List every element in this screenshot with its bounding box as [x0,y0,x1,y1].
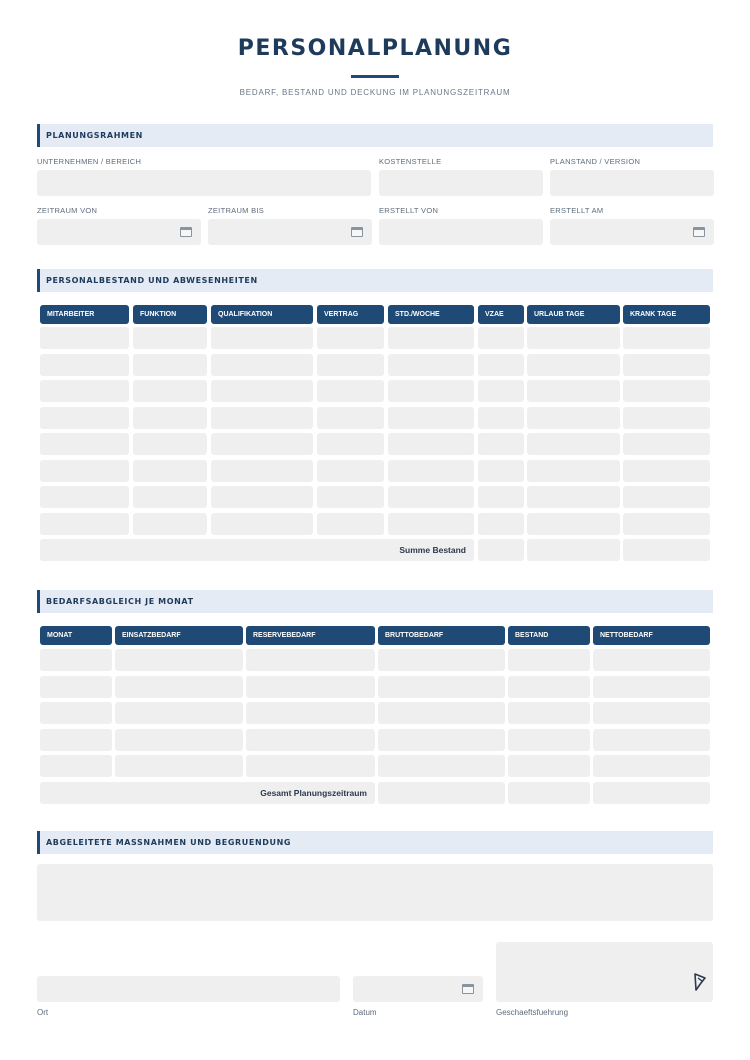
bestand-cell[interactable] [388,433,474,455]
label-erstellt-am: ERSTELLT AM [550,206,604,215]
bedarf-total-cell[interactable] [593,782,710,804]
bestand-cell[interactable] [40,460,129,482]
bedarf-cell[interactable] [246,702,375,724]
bedarf-cell[interactable] [40,702,112,724]
bedarf-header-3: BRUTTOBEDARF [378,626,505,645]
section-heading-massnahmen: ABGELEITETE MASSNAHMEN UND BEGRUENDUNG [37,831,713,854]
bedarf-header-4: BESTAND [508,626,590,645]
planstand-field[interactable] [550,170,714,196]
bestand-cell[interactable] [40,433,129,455]
bestand-total-cell[interactable] [623,539,710,561]
bedarf-cell[interactable] [593,755,710,777]
bestand-header-4: STD./WOCHE [388,305,474,324]
geschaeftsfuehrung-label: Geschaeftsfuehrung [496,1008,569,1017]
label-planstand: PLANSTAND / VERSION [550,157,641,166]
bestand-cell[interactable] [133,460,207,482]
bestand-cell[interactable] [133,354,207,376]
bestand-cell[interactable] [388,380,474,402]
bestand-cell[interactable] [40,354,129,376]
pen-icon [693,972,707,992]
bestand-cell[interactable] [388,513,474,535]
bestand-cell[interactable] [623,380,710,402]
bestand-cell[interactable] [388,407,474,429]
bedarf-cell[interactable] [40,729,112,751]
calendar-icon[interactable] [462,984,474,994]
bedarf-cell[interactable] [246,649,375,671]
bestand-cell[interactable] [527,380,620,402]
bestand-cell[interactable] [133,486,207,508]
erstellt-am-field[interactable] [550,219,714,245]
bestand-cell[interactable] [623,460,710,482]
bestand-cell[interactable] [478,354,524,376]
bestand-cell[interactable] [317,460,384,482]
bedarf-cell[interactable] [115,702,243,724]
calendar-icon[interactable] [180,227,192,237]
bedarf-cell[interactable] [378,755,505,777]
bestand-cell[interactable] [317,380,384,402]
bestand-cell[interactable] [133,407,207,429]
bedarf-cell[interactable] [508,702,590,724]
bestand-header-6: URLAUB TAGE [527,305,620,324]
bedarf-cell[interactable] [246,676,375,698]
bedarf-cell[interactable] [246,729,375,751]
bestand-cell[interactable] [211,486,313,508]
bedarf-cell[interactable] [378,729,505,751]
bestand-cell[interactable] [211,380,313,402]
bestand-cell[interactable] [623,433,710,455]
bedarf-cell[interactable] [115,676,243,698]
bedarf-cell[interactable] [378,676,505,698]
bestand-cell[interactable] [623,407,710,429]
label-erstellt-von: ERSTELLT VON [379,206,439,215]
bestand-cell[interactable] [317,407,384,429]
bestand-header-0: MITARBEITER [40,305,129,324]
bestand-cell[interactable] [388,327,474,349]
bestand-cell[interactable] [317,433,384,455]
datum-field[interactable] [353,976,483,1002]
bestand-cell[interactable] [527,513,620,535]
bestand-header-7: KRANK TAGE [623,305,710,324]
bedarf-cell[interactable] [593,676,710,698]
ort-label: Ort [37,1008,49,1017]
bedarf-cell[interactable] [508,649,590,671]
massnahmen-textarea[interactable] [37,864,713,921]
bedarf-cell[interactable] [40,649,112,671]
bestand-cell[interactable] [317,354,384,376]
label-unternehmen: UNTERNEHMEN / BEREICH [37,157,142,166]
bestand-cell[interactable] [623,354,710,376]
bestand-cell[interactable] [388,486,474,508]
bestand-cell[interactable] [527,486,620,508]
bestand-cell[interactable] [527,407,620,429]
bestand-cell[interactable] [623,486,710,508]
bestand-total-label: Summe Bestand [40,539,474,561]
bestand-total-cell[interactable] [478,539,524,561]
bestand-cell[interactable] [478,380,524,402]
bestand-cell[interactable] [211,327,313,349]
bestand-cell[interactable] [317,486,384,508]
zeitraum-von-field[interactable] [37,219,201,245]
bedarf-cell[interactable] [508,755,590,777]
bestand-cell[interactable] [478,460,524,482]
bestand-cell[interactable] [317,327,384,349]
section-heading-bedarf: BEDARFSABGLEICH JE MONAT [37,590,713,613]
label-kostenstelle: KOSTENSTELLE [379,157,442,166]
bestand-cell[interactable] [478,513,524,535]
bedarf-cell[interactable] [40,676,112,698]
kostenstelle-field[interactable] [379,170,543,196]
bestand-header-5: VZAE [478,305,524,324]
bestand-total-cell[interactable] [527,539,620,561]
title-underline [351,75,399,78]
bedarf-cell[interactable] [508,729,590,751]
bestand-cell[interactable] [40,327,129,349]
page-title: PERSONALPLANUNG [237,36,513,61]
bestand-header-2: QUALIFIKATION [211,305,313,324]
page-subtitle: BEDARF, BESTAND UND DECKUNG IM PLANUNGSZEITRAUM [239,88,511,97]
bestand-cell[interactable] [623,327,710,349]
bedarf-cell[interactable] [115,729,243,751]
bestand-cell[interactable] [211,513,313,535]
bestand-cell[interactable] [317,513,384,535]
bedarf-total-label: Gesamt Planungszeitraum [40,782,375,804]
calendar-icon[interactable] [693,227,705,237]
bestand-cell[interactable] [527,460,620,482]
bestand-cell[interactable] [211,407,313,429]
bestand-cell[interactable] [133,380,207,402]
bestand-cell[interactable] [527,327,620,349]
bedarf-total-cell[interactable] [508,782,590,804]
bestand-cell[interactable] [40,486,129,508]
bestand-cell[interactable] [478,433,524,455]
bestand-cell[interactable] [527,433,620,455]
unternehmen-field[interactable] [37,170,371,196]
bedarf-cell[interactable] [378,702,505,724]
bestand-cell[interactable] [527,354,620,376]
bedarf-cell[interactable] [115,755,243,777]
bestand-cell[interactable] [133,433,207,455]
bestand-cell[interactable] [623,513,710,535]
bestand-cell[interactable] [388,354,474,376]
bedarf-cell[interactable] [593,729,710,751]
bedarf-cell[interactable] [593,702,710,724]
bedarf-header-2: RESERVEBEDARF [246,626,375,645]
bestand-cell[interactable] [211,433,313,455]
bedarf-cell[interactable] [115,649,243,671]
bedarf-cell[interactable] [593,649,710,671]
ort-field[interactable] [37,976,340,1002]
bestand-header-3: VERTRAG [317,305,384,324]
bestand-cell[interactable] [211,354,313,376]
bestand-cell[interactable] [478,327,524,349]
section-heading-planungsrahmen: PLANUNGSRAHMEN [37,124,713,147]
bestand-header-1: FUNKTION [133,305,207,324]
bedarf-total-cell[interactable] [378,782,505,804]
bedarf-cell[interactable] [378,649,505,671]
bestand-cell[interactable] [478,407,524,429]
datum-label: Datum [353,1008,377,1017]
bestand-cell[interactable] [133,513,207,535]
bestand-cell[interactable] [40,380,129,402]
bestand-cell[interactable] [478,486,524,508]
section-heading-bestand: PERSONALBESTAND UND ABWESENHEITEN [37,269,713,292]
bestand-cell[interactable] [388,460,474,482]
bedarf-cell[interactable] [40,755,112,777]
label-zeitraum-bis: ZEITRAUM BIS [208,206,265,215]
bestand-cell[interactable] [133,327,207,349]
bestand-cell[interactable] [40,407,129,429]
bestand-cell[interactable] [40,513,129,535]
bedarf-header-5: NETTOBEDARF [593,626,710,645]
zeitraum-bis-field[interactable] [208,219,372,245]
bedarf-cell[interactable] [508,676,590,698]
bedarf-cell[interactable] [246,755,375,777]
erstellt-von-field[interactable] [379,219,543,245]
bedarf-header-1: EINSATZBEDARF [115,626,243,645]
bedarf-header-0: MONAT [40,626,112,645]
label-zeitraum-von: ZEITRAUM VON [37,206,98,215]
bestand-cell[interactable] [211,460,313,482]
signature-field[interactable] [496,942,713,1002]
calendar-icon[interactable] [351,227,363,237]
